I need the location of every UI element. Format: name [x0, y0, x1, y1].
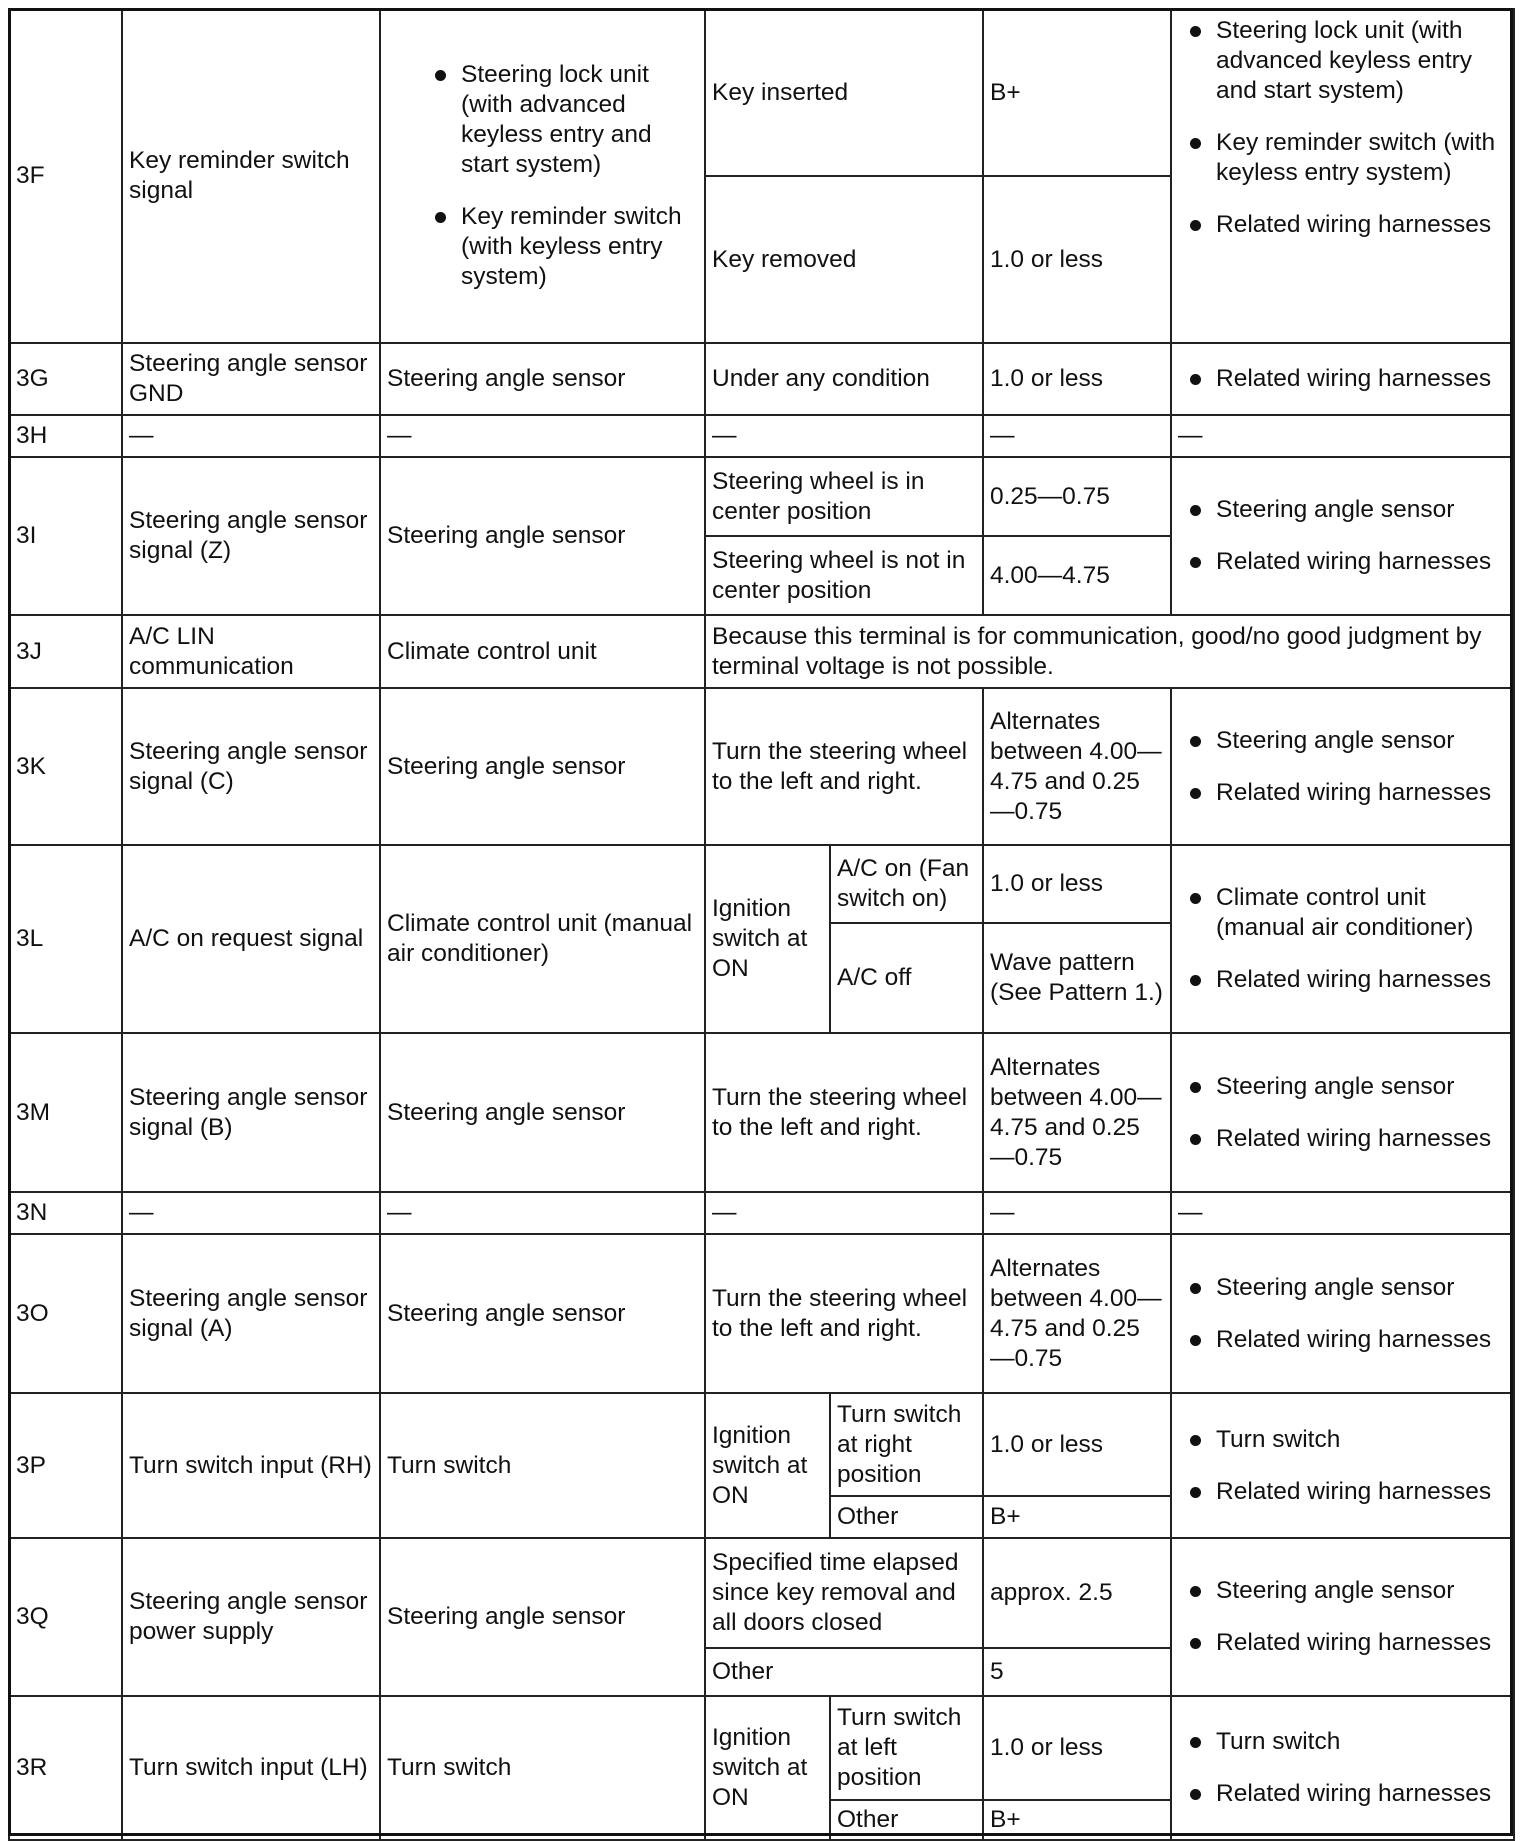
- signal-cell: Turn switch input (RH): [122, 1393, 380, 1538]
- condition-cell: A/C off: [830, 923, 983, 1033]
- list-item: Steering angle sensor: [1178, 1576, 1507, 1606]
- connected-to-cell: Turn switch: [380, 1393, 705, 1538]
- voltage-cell: Alternates between 4.00—4.75 and 0.25—0.75: [983, 1234, 1171, 1393]
- connected-to-cell: Steering angle sensor: [380, 343, 705, 415]
- terminal-cell: 3R: [9, 1696, 122, 1840]
- condition-cell: Specified time elapsed since key removal and all doors closed: [705, 1538, 983, 1648]
- connected-to-cell: Steering angle sensor: [380, 457, 705, 615]
- terminal-cell: 3O: [9, 1234, 122, 1393]
- list-item: Related wiring harnesses: [1178, 1124, 1507, 1154]
- check-items-cell: [1171, 343, 1514, 415]
- signal-cell: A/C LIN communication: [122, 615, 380, 688]
- signal-cell: Key reminder switch signal: [122, 9, 380, 343]
- main-condition-cell: Ignition switch at ON: [705, 1393, 830, 1538]
- check-list: [1178, 1727, 1507, 1809]
- table-row: [9, 1696, 1514, 1800]
- condition-cell: Other: [830, 1800, 983, 1840]
- voltage-cell: 1.0 or less: [983, 845, 1171, 923]
- terminal-cell: 3K: [9, 688, 122, 845]
- table-row: [9, 1192, 1514, 1234]
- connected-to-cell: —: [380, 415, 705, 457]
- terminal-cell: 3Q: [9, 1538, 122, 1696]
- signal-cell: Turn switch input (LH): [122, 1696, 380, 1840]
- connected-to-cell: Turn switch: [380, 1696, 705, 1840]
- check-list: [1178, 364, 1507, 394]
- terminal-cell: 3F: [9, 9, 122, 343]
- signal-cell: Steering angle sensor signal (Z): [122, 457, 380, 615]
- voltage-cell: Alternates between 4.00—4.75 and 0.25—0.75: [983, 1033, 1171, 1192]
- list-item: Key reminder switch (with keyless entry system): [423, 202, 698, 292]
- check-list: [1178, 1273, 1507, 1355]
- list-item: Related wiring harnesses: [1178, 1325, 1507, 1355]
- check-items-cell: [1171, 1234, 1514, 1393]
- list-item: Related wiring harnesses: [1178, 547, 1507, 577]
- connected-to-list: [423, 60, 698, 292]
- table-row: [9, 1033, 1514, 1192]
- list-item: Steering angle sensor: [1178, 726, 1507, 756]
- list-item: Related wiring harnesses: [1178, 778, 1507, 808]
- table-row: [9, 343, 1514, 415]
- signal-cell: Steering angle sensor power supply: [122, 1538, 380, 1696]
- voltage-cell: Wave pattern (See Pattern 1.): [983, 923, 1171, 1033]
- condition-cell: —: [705, 1192, 983, 1234]
- note-cell: Because this terminal is for communication, good/no good judgment by terminal voltage is not possible.: [705, 615, 1514, 688]
- list-item: Turn switch: [1178, 1425, 1507, 1455]
- table-row: [9, 1393, 1514, 1496]
- terminal-cell: 3M: [9, 1033, 122, 1192]
- check-list: [1178, 1072, 1507, 1154]
- signal-cell: Steering angle sensor signal (B): [122, 1033, 380, 1192]
- condition-cell: A/C on (Fan switch on): [830, 845, 983, 923]
- condition-cell: Turn switch at left position: [830, 1696, 983, 1800]
- signal-cell: Steering angle sensor GND: [122, 343, 380, 415]
- condition-cell: Other: [705, 1648, 983, 1696]
- list-item: Related wiring harnesses: [1178, 210, 1507, 240]
- terminal-cell: 3G: [9, 343, 122, 415]
- table-row: [9, 845, 1514, 923]
- check-items-cell: —: [1171, 415, 1514, 457]
- voltage-cell: 1.0 or less: [983, 343, 1171, 415]
- check-list: [1178, 726, 1507, 808]
- condition-cell: —: [705, 415, 983, 457]
- voltage-cell: 5: [983, 1648, 1171, 1696]
- condition-cell: Under any condition: [705, 343, 983, 415]
- condition-cell: Turn the steering wheel to the left and right.: [705, 1033, 983, 1192]
- signal-cell: Steering angle sensor signal (A): [122, 1234, 380, 1393]
- condition-cell: Turn switch at right position: [830, 1393, 983, 1496]
- voltage-cell: 1.0 or less: [983, 176, 1171, 343]
- connected-to-cell: Steering angle sensor: [380, 688, 705, 845]
- check-items-cell: [1171, 688, 1514, 845]
- terminal-cell: 3J: [9, 615, 122, 688]
- voltage-cell: Alternates between 4.00—4.75 and 0.25—0.75: [983, 688, 1171, 845]
- connected-to-cell: Climate control unit (manual air conditioner): [380, 845, 705, 1033]
- check-list: [1178, 1425, 1507, 1507]
- main-condition-cell: Ignition switch at ON: [705, 845, 830, 1033]
- connected-to-cell: Steering angle sensor: [380, 1538, 705, 1696]
- check-items-cell: [1171, 845, 1514, 1033]
- check-list: [1178, 1576, 1507, 1658]
- connected-to-cell: [380, 9, 705, 343]
- table-row: [9, 9, 1514, 176]
- condition-cell: Turn the steering wheel to the left and right.: [705, 1234, 983, 1393]
- list-item: Climate control unit (manual air conditioner): [1178, 883, 1507, 943]
- connected-to-cell: —: [380, 1192, 705, 1234]
- check-items-cell: [1171, 1393, 1514, 1538]
- signal-cell: A/C on request signal: [122, 845, 380, 1033]
- list-item: Steering angle sensor: [1178, 495, 1507, 525]
- check-items-cell: [1171, 1696, 1514, 1840]
- check-items-cell: [1171, 1033, 1514, 1192]
- check-list: [1178, 495, 1507, 577]
- check-items-cell: [1171, 9, 1514, 343]
- table-row: [9, 415, 1514, 457]
- terminal-cell: 3N: [9, 1192, 122, 1234]
- voltage-cell: 4.00—4.75: [983, 536, 1171, 615]
- list-item: Related wiring harnesses: [1178, 965, 1507, 995]
- signal-cell: —: [122, 1192, 380, 1234]
- list-item: Steering lock unit (with advanced keyless entry and start system): [423, 60, 698, 180]
- condition-cell: Other: [830, 1496, 983, 1538]
- list-item: Related wiring harnesses: [1178, 1628, 1507, 1658]
- table-row: [9, 615, 1514, 688]
- table-row: [9, 1538, 1514, 1648]
- voltage-cell: 0.25—0.75: [983, 457, 1171, 536]
- list-item: Related wiring harnesses: [1178, 1779, 1507, 1809]
- terminal-inspection-table: [8, 8, 1515, 1841]
- check-items-cell: [1171, 1538, 1514, 1696]
- voltage-cell: B+: [983, 1496, 1171, 1538]
- condition-cell: Steering wheel is not in center position: [705, 536, 983, 615]
- condition-cell: Key removed: [705, 176, 983, 343]
- terminal-cell: 3I: [9, 457, 122, 615]
- list-item: Turn switch: [1178, 1727, 1507, 1757]
- condition-cell: Key inserted: [705, 9, 983, 176]
- terminal-cell: 3L: [9, 845, 122, 1033]
- list-item: Steering angle sensor: [1178, 1273, 1507, 1303]
- list-item: Key reminder switch (with keyless entry system): [1178, 128, 1507, 188]
- table-row: [9, 1234, 1514, 1393]
- check-items-cell: [1171, 457, 1514, 615]
- connected-to-cell: Climate control unit: [380, 615, 705, 688]
- voltage-cell: B+: [983, 9, 1171, 176]
- signal-cell: —: [122, 415, 380, 457]
- list-item: Related wiring harnesses: [1178, 1477, 1507, 1507]
- voltage-cell: approx. 2.5: [983, 1538, 1171, 1648]
- terminal-cell: 3P: [9, 1393, 122, 1538]
- table-row: [9, 457, 1514, 536]
- table-row: [9, 688, 1514, 845]
- voltage-cell: 1.0 or less: [983, 1696, 1171, 1800]
- check-items-cell: —: [1171, 1192, 1514, 1234]
- voltage-cell: B+: [983, 1800, 1171, 1840]
- connected-to-cell: Steering angle sensor: [380, 1234, 705, 1393]
- list-item: Steering angle sensor: [1178, 1072, 1507, 1102]
- voltage-cell: —: [983, 1192, 1171, 1234]
- signal-cell: Steering angle sensor signal (C): [122, 688, 380, 845]
- list-item: Steering lock unit (with advanced keyless entry and start system): [1178, 16, 1507, 106]
- main-condition-cell: Ignition switch at ON: [705, 1696, 830, 1840]
- check-list: [1178, 16, 1507, 240]
- condition-cell: Turn the steering wheel to the left and right.: [705, 688, 983, 845]
- list-item: Related wiring harnesses: [1178, 364, 1507, 394]
- check-list: [1178, 883, 1507, 995]
- terminal-cell: 3H: [9, 415, 122, 457]
- connected-to-cell: Steering angle sensor: [380, 1033, 705, 1192]
- voltage-cell: —: [983, 415, 1171, 457]
- voltage-cell: 1.0 or less: [983, 1393, 1171, 1496]
- condition-cell: Steering wheel is in center position: [705, 457, 983, 536]
